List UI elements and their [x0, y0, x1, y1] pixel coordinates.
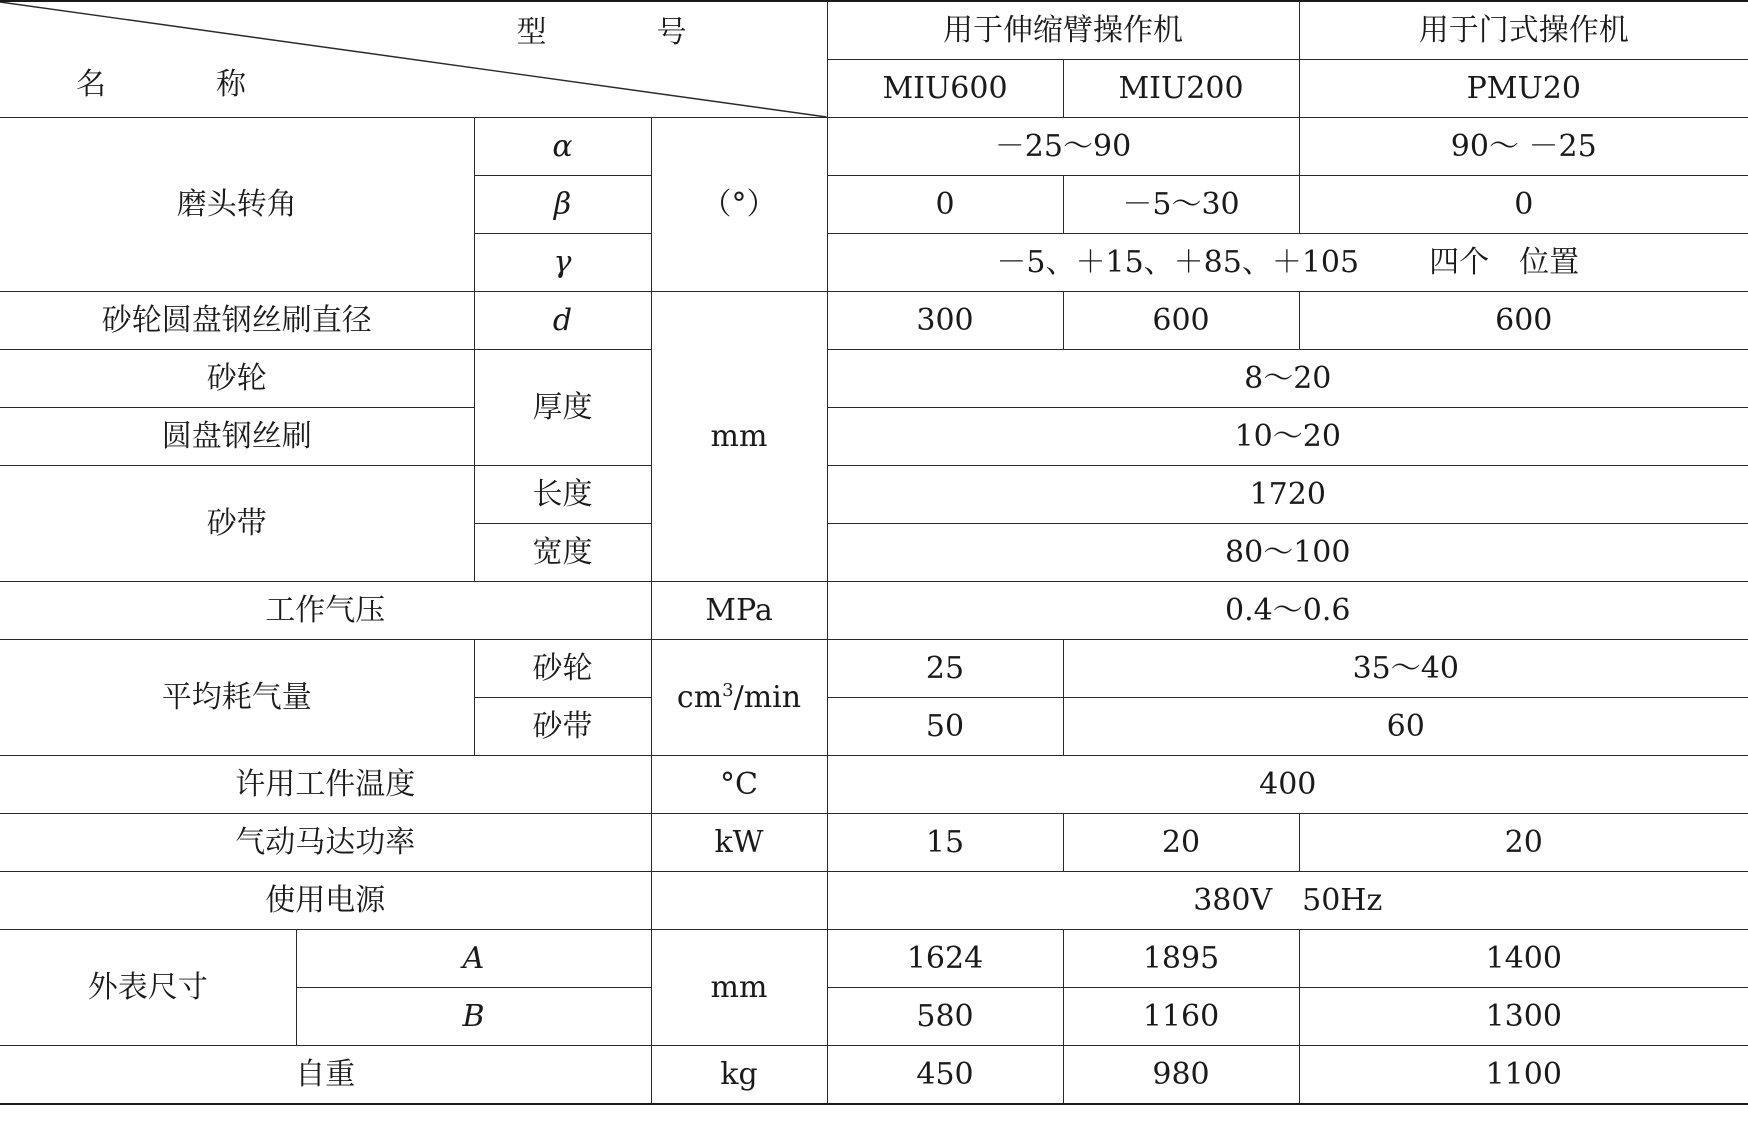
dimension-a-miu200-value: 1895 [1063, 930, 1299, 988]
belt-label: 砂带 [0, 466, 474, 582]
table-row [0, 930, 1748, 988]
motor-power-unit: kW [651, 814, 827, 872]
temperature-unit: °C [651, 756, 827, 814]
air-wheel-miu600-value: 25 [827, 640, 1063, 698]
table-row [0, 582, 1748, 640]
pressure-value: 0.4～0.6 [827, 582, 1748, 640]
dimension-b-miu600-value: 580 [827, 988, 1063, 1046]
weight-miu200-value: 980 [1063, 1046, 1299, 1105]
brush-label: 圆盘钢丝刷 [0, 408, 474, 466]
weight-pmu20-value: 1100 [1299, 1046, 1748, 1105]
weight-label: 自重 [0, 1046, 651, 1105]
table-row [0, 350, 1748, 408]
belt-length-value: 1720 [827, 466, 1748, 524]
dimension-a-miu600-value: 1624 [827, 930, 1063, 988]
model-header-label: 型 号 [516, 15, 727, 50]
power-supply-unit [651, 872, 827, 930]
beta-miu600-value: 0 [827, 176, 1063, 234]
air-belt-label: 砂带 [474, 698, 651, 756]
table-row [0, 292, 1748, 350]
wheel-thickness-value: 8～20 [827, 350, 1748, 408]
alpha-telescopic-value: －25～90 [827, 118, 1299, 176]
belt-length-label: 长度 [474, 466, 651, 524]
dimensions-unit: mm [651, 930, 827, 1046]
dimension-a-symbol: A [296, 930, 651, 988]
group-gantry-header: 用于门式操作机 [1299, 1, 1748, 60]
motor-power-label: 气动马达功率 [0, 814, 651, 872]
header-row-1 [0, 1, 1748, 60]
pressure-unit: MPa [651, 582, 827, 640]
model-pmu20: PMU20 [1299, 60, 1748, 118]
motor-power-pmu20-value: 20 [1299, 814, 1748, 872]
diameter-symbol: d [474, 292, 651, 350]
air-consumption-label: 平均耗气量 [0, 640, 474, 756]
diameter-label: 砂轮圆盘钢丝刷直径 [0, 292, 474, 350]
air-consumption-unit [651, 640, 827, 756]
thickness-label: 厚度 [474, 350, 651, 466]
diameter-miu600-value: 300 [827, 292, 1063, 350]
beta-symbol: β [474, 176, 651, 234]
power-supply-label: 使用电源 [0, 872, 651, 930]
group-telescopic-header: 用于伸缩臂操作机 [827, 1, 1299, 60]
model-miu200: MIU200 [1063, 60, 1299, 118]
temperature-label: 许用工件温度 [0, 756, 651, 814]
model-miu600: MIU600 [827, 60, 1063, 118]
gamma-positions: －5、＋15、＋85、＋105 [996, 245, 1360, 280]
weight-unit: kg [651, 1046, 827, 1105]
table-row [0, 466, 1748, 524]
temperature-value: 400 [827, 756, 1748, 814]
dimension-b-pmu20-value: 1300 [1299, 988, 1748, 1046]
pressure-label: 工作气压 [0, 582, 651, 640]
beta-miu200-value: －5～30 [1063, 176, 1299, 234]
air-unit-exponent: 3 [722, 680, 734, 701]
dimension-a-pmu20-value: 1400 [1299, 930, 1748, 988]
table-row [0, 640, 1748, 698]
name-header-label: 名 称 [76, 67, 286, 102]
air-wheel-rest-value: 35～40 [1063, 640, 1748, 698]
table-row [0, 872, 1748, 930]
table-row [0, 408, 1748, 466]
alpha-symbol: α [474, 118, 651, 176]
angle-unit: （°） [651, 118, 827, 292]
air-unit-base: cm [676, 680, 723, 715]
dimension-b-miu200-value: 1160 [1063, 988, 1299, 1046]
dimensions-label: 外表尺寸 [0, 930, 296, 1046]
table-row [0, 1046, 1748, 1105]
table-row [0, 814, 1748, 872]
wheel-label: 砂轮 [0, 350, 474, 408]
air-belt-rest-value: 60 [1063, 698, 1748, 756]
beta-pmu20-value: 0 [1299, 176, 1748, 234]
air-unit-tail: /min [733, 680, 802, 715]
table-row [0, 118, 1748, 176]
gamma-positions-suffix: 四个 位置 [1429, 245, 1580, 280]
alpha-gantry-value: 90～ －25 [1299, 118, 1748, 176]
diameter-miu200-value: 600 [1063, 292, 1299, 350]
air-belt-miu600-value: 50 [827, 698, 1063, 756]
air-wheel-label: 砂轮 [474, 640, 651, 698]
mm-unit: mm [651, 292, 827, 582]
gamma-value [827, 234, 1748, 292]
table-row [0, 756, 1748, 814]
belt-width-value: 80～100 [827, 524, 1748, 582]
gamma-symbol: γ [474, 234, 651, 292]
header-corner-cell [0, 1, 827, 118]
power-supply-value: 380V 50Hz [827, 872, 1748, 930]
dimension-b-symbol: B [296, 988, 651, 1046]
belt-width-label: 宽度 [474, 524, 651, 582]
motor-power-miu600-value: 15 [827, 814, 1063, 872]
brush-thickness-value: 10～20 [827, 408, 1748, 466]
diameter-pmu20-value: 600 [1299, 292, 1748, 350]
grinding-head-label: 磨头转角 [0, 118, 474, 292]
motor-power-miu200-value: 20 [1063, 814, 1299, 872]
weight-miu600-value: 450 [827, 1046, 1063, 1105]
